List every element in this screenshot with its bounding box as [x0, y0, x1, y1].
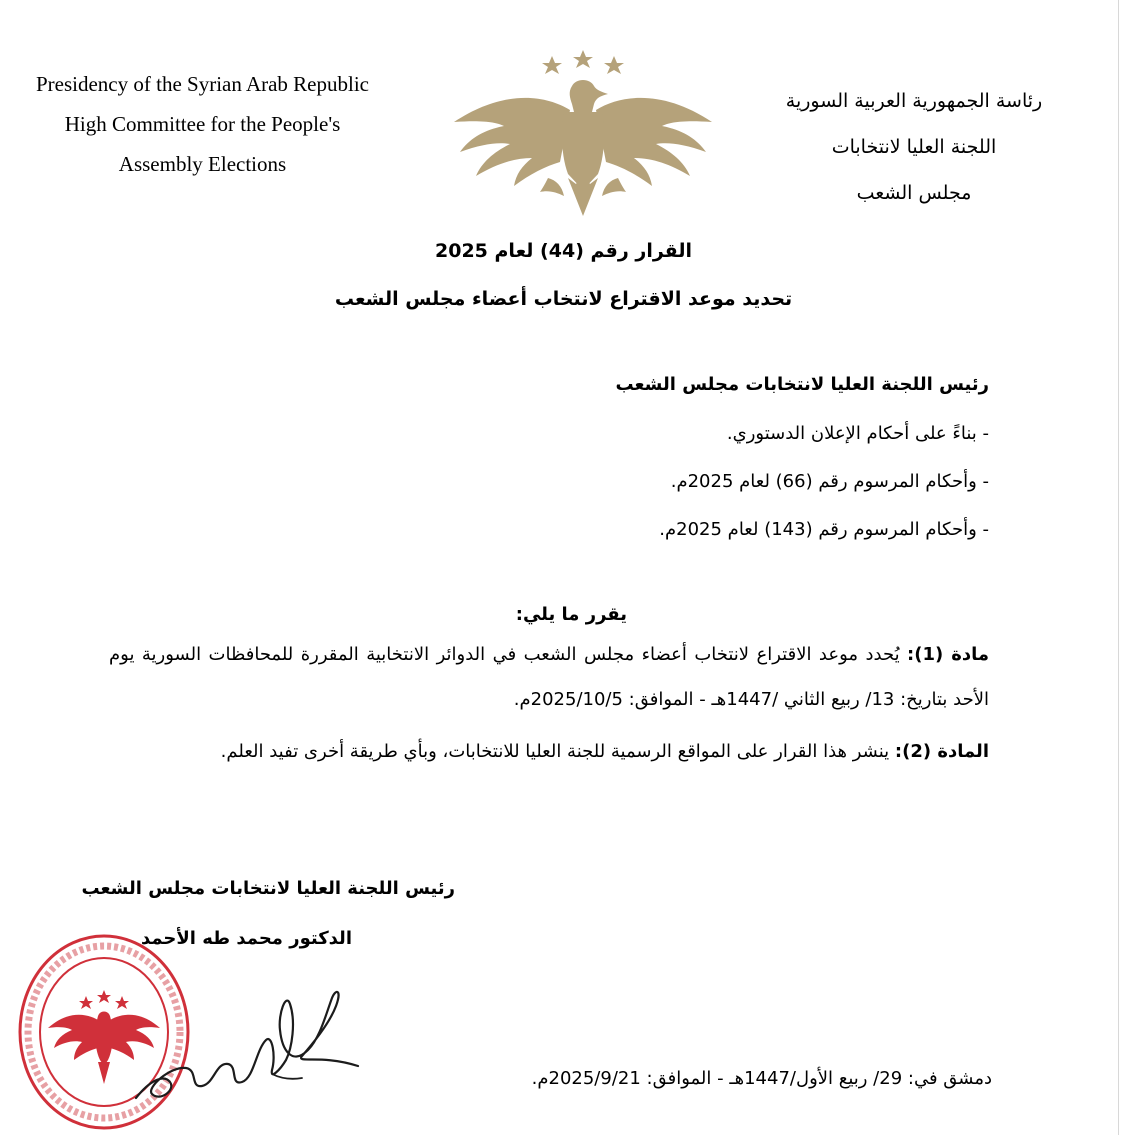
decides-heading: يقرر ما يلي:: [515, 604, 627, 625]
signatory-name: الدكتور محمد طه الأحمد: [140, 928, 352, 949]
star-icon: [542, 56, 562, 74]
preamble-item: - بناءً على أحكام الإعلان الدستوري.: [726, 423, 989, 444]
header-arabic: [749, 78, 1079, 216]
preamble-item: - وأحكام المرسوم رقم (143) لعام 2025م.: [659, 519, 989, 540]
signatory-title: رئيس اللجنة العليا لانتخابات مجلس الشعب: [81, 878, 455, 899]
article-1: [109, 632, 989, 722]
handwritten-signature-icon: [130, 970, 370, 1110]
article-1-text: يُحدد موعد الاقتراع لانتخاب أعضاء مجلس الشعب في الدوائر الانتخابية المقررة للمحافظات السورية يوم الأحد بتاريخ: 13/ ربيع الثاني /1447هـ - الموافق: 2025/10/5م.: [109, 644, 989, 710]
article-2-label: المادة (2):: [894, 741, 989, 762]
star-icon: [604, 56, 624, 74]
article-2: [109, 729, 989, 774]
article-2-text: ينشر هذا القرار على المواقع الرسمية للجنة العليا للانتخابات، وبأي طريقة أخرى تفيد العلم.: [220, 741, 890, 762]
header-english: [0, 64, 405, 184]
star-icon: [573, 50, 593, 68]
header-ar-line1: رئاسة الجمهورية العربية السورية: [785, 90, 1043, 112]
header-en-line3: Assembly Elections: [118, 152, 287, 176]
article-1-label: مادة (1):: [907, 644, 989, 665]
header-ar-line2: اللجنة العليا لانتخابات: [831, 136, 997, 158]
issuer-line: رئيس اللجنة العليا لانتخابات مجلس الشعب: [615, 374, 989, 395]
preamble-item: - وأحكام المرسوم رقم (66) لعام 2025م.: [670, 471, 989, 492]
header-ar-line3: مجلس الشعب: [856, 182, 972, 204]
header-en-line2: High Committee for the People's: [64, 112, 341, 136]
header-en-line1: Presidency of the Syrian Arab Republic: [35, 72, 369, 96]
page-edge: [1118, 0, 1119, 1135]
eagle-emblem-icon: [452, 50, 714, 216]
date-line: دمشق في: 29/ ربيع الأول/1447هـ - الموافق: 2025/9/21م.: [531, 1068, 992, 1089]
decision-number: القرار رقم (44) لعام 2025: [435, 240, 692, 262]
decision-subject: تحديد موعد الاقتراع لانتخاب أعضاء مجلس الشعب: [334, 288, 793, 310]
